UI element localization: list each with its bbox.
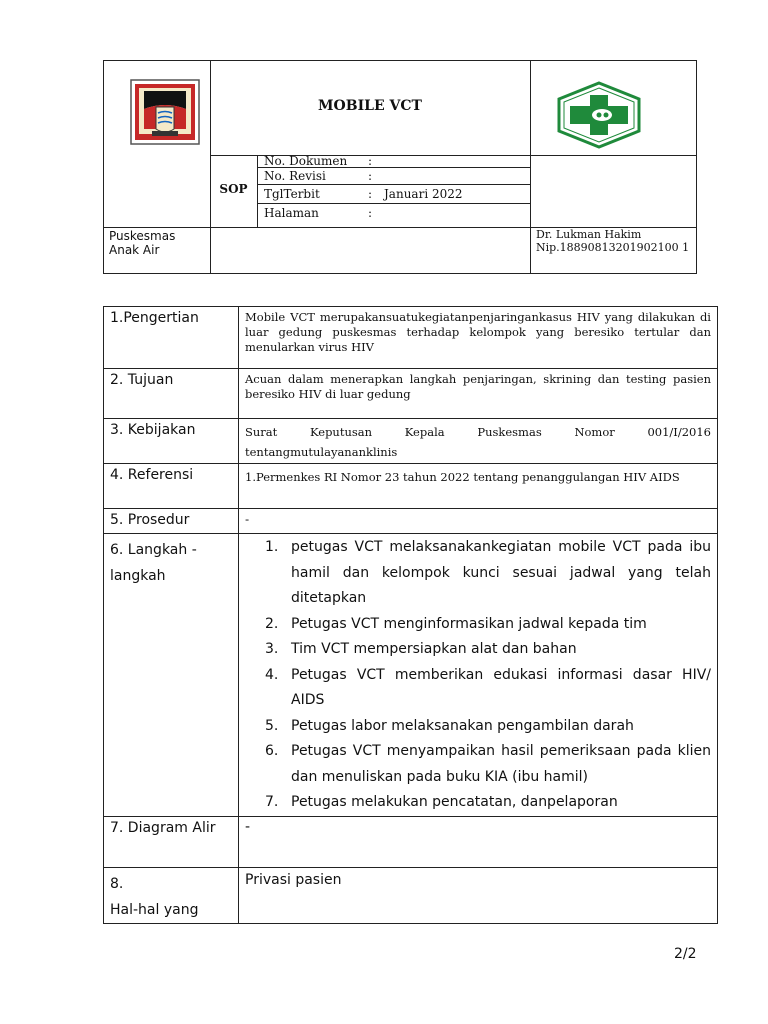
puskesmas-logo-icon	[556, 81, 642, 149]
list-item: 6. Petugas VCT menyampaikan hasil pemeriksaan pada klien dan menuliskan pada buku KIA (ibu hamil)	[265, 743, 711, 785]
sop-label: SOP	[219, 182, 248, 196]
section-label: 2. Tujuan	[104, 369, 239, 419]
table-row	[104, 509, 718, 534]
list-item: 7. Petugas melakukan pencatatan, danpelaporan	[265, 794, 618, 810]
list-item: 5. Petugas labor melaksanakan pengambilan darah	[265, 717, 634, 734]
section-label: 4. Referensi	[104, 464, 239, 509]
section-value: -	[239, 817, 718, 868]
kebijakan-line-1: Surat Keputusan Kepala Puskesmas Nomor 001/I/2016	[245, 425, 711, 439]
list-item: 3. Tim VCT mempersiapkan alat dan bahan	[265, 641, 577, 657]
section-label: 3. Kebijakan	[104, 419, 239, 464]
doc-field-sep: :	[368, 169, 373, 183]
steps-list	[239, 535, 717, 816]
table-row	[104, 464, 718, 509]
section-value: Acuan dalam menerapkan langkah penjaringan, skrining dan testing pasien beresiko HIV di luar gedung	[239, 369, 718, 419]
table-row	[104, 369, 718, 419]
document-title: MOBILE VCT	[318, 98, 422, 114]
table-row	[104, 307, 718, 369]
section-value: 1.Permenkes RI Nomor 23 tahun 2022 tentang penanggulangan HIV AIDS	[239, 464, 718, 509]
header-divider	[257, 155, 258, 227]
table-row	[104, 868, 718, 924]
header-divider	[210, 61, 211, 273]
hal-label-line-1: 8.	[110, 876, 124, 892]
org-location: Anak Air	[109, 243, 160, 257]
section-label: 7. Diagram Alir	[104, 817, 239, 868]
table-row	[104, 534, 718, 817]
page-number: 2/2	[674, 946, 697, 962]
doc-field-label: Halaman	[264, 206, 319, 220]
doc-field-label: No. Revisi	[264, 169, 326, 183]
header-divider	[257, 184, 530, 185]
doc-field-sep: :	[368, 187, 373, 201]
signer-name: Dr. Lukman Hakim	[536, 228, 642, 241]
list-item: 1. petugas VCT melaksanakankegiatan mobile VCT pada ibu hamil dan kelompok kunci sesuai jadwal yang telah ditetapkan	[265, 539, 711, 606]
list-item: 2. Petugas VCT menginformasikan jadwal kepada tim	[265, 615, 647, 632]
section-label	[104, 534, 239, 817]
section-value	[239, 419, 718, 464]
doc-field-value: Januari 2022	[384, 187, 463, 201]
section-value	[239, 534, 718, 817]
org-name: Puskesmas	[109, 229, 176, 243]
langkah-label-line-1: 6. Langkah -	[110, 542, 197, 558]
langkah-label-line-2: langkah	[110, 568, 166, 584]
sop-content-table	[103, 306, 718, 924]
signer-nip: Nip.18890813201902100 1	[536, 241, 690, 254]
doc-field-sep: :	[368, 206, 373, 220]
section-value: Mobile VCT merupakansuatukegiatanpenjaringankasus HIV yang dilakukan di luar gedung puskesmas terhadap kelompok yang beresiko tertular dan menularkan virus HIV	[239, 307, 718, 369]
section-label: 5. Prosedur	[104, 509, 239, 534]
section-value: Privasi pasien	[239, 868, 718, 924]
section-label: 1.Pengertian	[104, 307, 239, 369]
doc-field-label: No. Dokumen	[264, 154, 348, 168]
doc-field-sep: :	[368, 154, 373, 168]
header-divider	[530, 61, 531, 273]
kebijakan-line-2: tentangmutulayananklinis	[245, 445, 398, 459]
section-value: -	[239, 509, 718, 534]
city-emblem-icon	[130, 79, 200, 145]
list-item: 4. Petugas VCT memberikan edukasi informasi dasar HIV/ AIDS	[265, 666, 711, 708]
header-divider	[257, 203, 530, 204]
section-label	[104, 868, 239, 924]
table-row	[104, 419, 718, 464]
hal-label-line-2: Hal-hal yang	[110, 902, 199, 918]
doc-field-label: TglTerbit	[264, 187, 320, 201]
sop-header-table	[103, 60, 697, 274]
table-row	[104, 817, 718, 868]
